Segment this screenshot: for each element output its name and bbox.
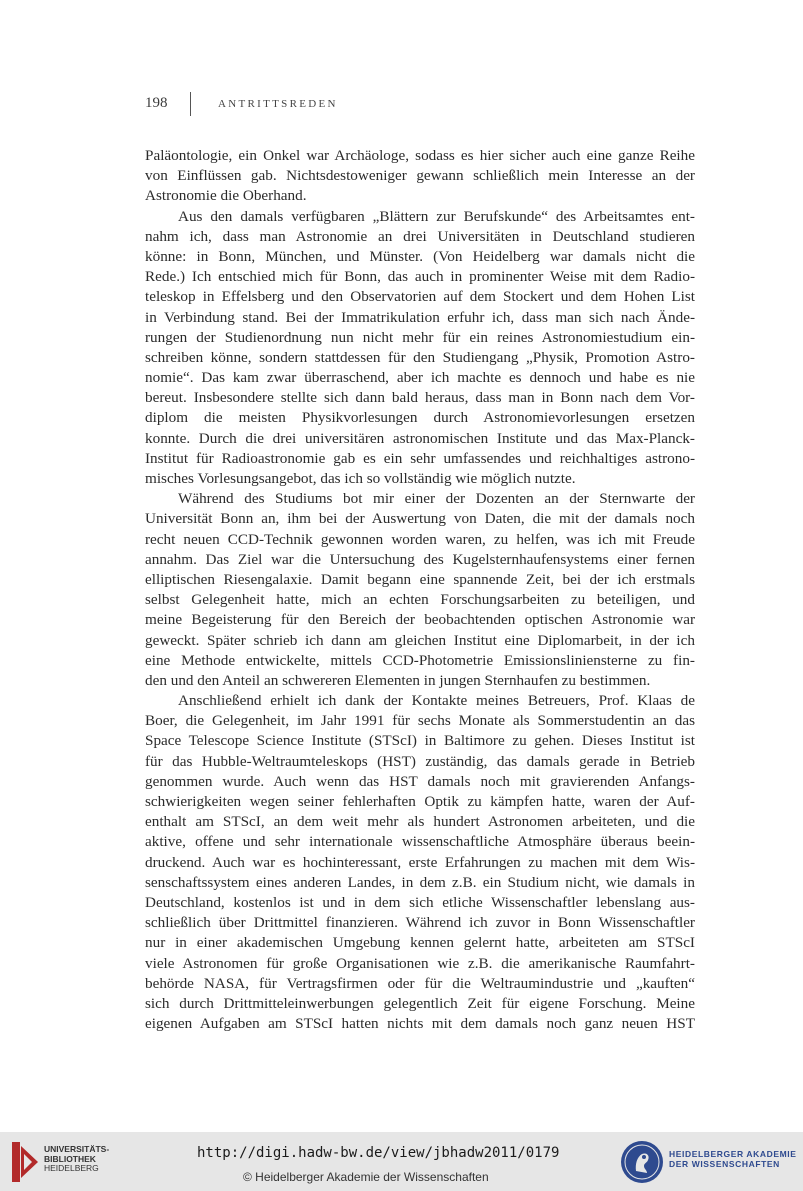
text-line: von Einflüssen gab. Nichtsdestoweniger gewann schließlich mein Interesse an der [145,167,695,185]
text-line: meine Begeisterung für den Bereich der beobachtenden optischen Astronomie war [145,611,695,629]
text-line: schreiben könne, sondern stattdessen für den Studiengang „Physik, Promotion Astro- [145,348,695,366]
text-line: enthalt am STScI, an dem weit mehr als hundert Astronomen arbeiteten, und die [145,813,695,831]
university-library-name [44,1145,109,1174]
library-name-line-3: HEIDELBERG [44,1163,99,1173]
library-name-line-2: BIBLIOTHEK [44,1153,96,1164]
text-line: eigenen Aufgaben am STScI hatten nichts mit dem damals noch ganz neuen HST [145,1015,695,1033]
running-head: ANTRITTSREDEN [218,98,338,110]
library-name-line-1: UNIVERSITÄTS- [44,1144,110,1154]
text-line: schließlich über Drittmittel finanzieren. Während ich zuvor in Bonn Wissenschaftler [145,914,695,932]
text-line: rungen der Studienordnung nun nicht mehr für ein reines Astronomiestudium ein- [145,328,695,346]
body-text [145,146,695,1034]
text-line: könne: in Bonn, München, und Münster. (Von Heidelberg war damals nicht die [145,247,695,265]
text-line: aktive, offene und sehr internationale wissenschaftliche Atmosphäre überaus beein- [145,833,695,851]
text-line: nomie“. Das kam zwar überraschend, aber ich machte es dennoch und habe es nie [145,369,695,387]
text-line: teleskop in Effelsberg und den Observatorien auf dem Stockert und dem Hohen List [145,288,695,306]
text-line: senschaftssystem eines anderen Landes, in dem z.B. ein Studium nicht, wie damals in [145,873,695,891]
text-line: elliptischen Riesengalaxie. Damit begann eine spannende Zeit, bei der ich erstmals [145,570,695,588]
text-line: Institut für Radioastronomie gab es ein sehr umfassendes und reichhaltiges astrono- [145,449,695,467]
footer-bar [0,1132,803,1191]
copyright-notice: © Heidelberger Akademie der Wissenschaften [243,1170,489,1184]
text-line: eine Methode entwickelte, mittels CCD-Photometrie Emissionsliniensterne zu fin- [145,651,695,669]
header-divider [190,92,191,116]
permalink-url[interactable]: http://digi.hadw-bw.de/view/jbhadw2011/0179 [197,1145,560,1161]
academy-seal-icon [620,1140,664,1184]
text-line: Boer, die Gelegenheit, im Jahr 1991 für sechs Monate als Sommerstudentin an das [145,712,695,730]
text-line: Während des Studiums bot mir einer der Dozenten an der Sternwarte der [178,490,695,508]
text-line: Aus den damals verfügbaren „Blättern zur Berufskunde“ des Arbeitsamtes ent- [178,207,695,225]
academy-name-line-2: DER WISSENSCHAFTEN [669,1159,780,1169]
text-line: druckend. Auch war es hochinteressant, erste Erfahrungen zu machen mit dem Wis- [145,853,695,871]
text-line: bereut. Insbesondere stellte sich dann bald heraus, dass man in Bonn nach dem Vor- [145,389,695,407]
academy-name-line-1: HEIDELBERGER AKADEMIE [669,1149,797,1159]
text-line: Deutschland, kostenlos ist und in dem sich etliche Wissenschaftler lebenslang aus- [145,893,695,911]
text-line: konnte. Durch die drei universitären astronomischen Institute und das Max-Planck- [145,429,695,447]
academy-name [669,1149,797,1169]
text-line: misches Vorlesungsangebot, das ich so vollständig wie möglich nutzte. [145,470,576,487]
text-line: Space Telescope Science Institute (STScI) in Baltimore zu gehen. Dieses Institut ist [145,732,695,750]
text-line: in Verbindung stand. Bei der Immatrikulation erfuhr ich, dass man sich nach Ände- [145,308,695,326]
text-line: Universität Bonn an, ihm bei der Auswertung von Daten, die mit der damals noch [145,510,695,528]
university-library-logo-icon [12,1142,38,1182]
text-line: Astronomie die Oberhand. [145,187,307,205]
text-line: sich durch Drittmitteleinwerbungen gelegentlich Zeit für eigene Forschung. Meine [145,994,695,1012]
text-line: nur in einer akademischen Umgebung kennen gelernt hatte, arbeiteten am STScI [145,934,695,952]
text-line: behörde NASA, für Vertragsfirmen oder für die Weltraumindustrie und „kauften“ [145,974,695,992]
text-line: schwierigkeiten wegen seiner fehlerhaften Optik zu kämpfen hatte, waren der Auf- [145,793,695,810]
text-line: für das Hubble-Weltraumteleskops (HST) zuständig, das damals gerade in Betrieb [145,752,695,770]
text-line: recht neuen CCD-Technik gewonnen worden waren, zu helfen, was ich mit Freude [145,530,695,548]
text-line: annahm. Das Ziel war die Untersuchung des Kugelsternhaufensystems einer fernen [145,550,695,568]
page-number: 198 [145,95,168,111]
text-line: diplom die meisten Physikvorlesungen durch Astronomievorlesungen ersetzen [145,409,695,427]
text-line: geweckt. Später schrieb ich dann am gleichen Institut eine Diplomarbeit, in der ich [145,631,695,649]
text-line: Rede.) Ich entschied mich für Bonn, das auch in prominenter Weise mit dem Radio- [145,268,695,286]
text-line: viele Astronomen für große Organisationen wie z.B. die amerikanische Raumfahrt- [145,954,695,972]
text-line: den und den Anteil an schwereren Elementen in jungen Sternhaufen zu bestimmen. [145,671,651,689]
text-line: selbst Gelegenheit hatte, mich an echten Forschungsarbeiten zu beteiligen, und [145,591,695,609]
text-line: Anschließend erhielt ich dank der Kontakte meines Betreuers, Prof. Klaas de [178,692,695,710]
text-line: genommen wurde. Auch wenn das HST damals noch mit gravierenden Anfangs- [145,772,695,790]
text-line: nahm ich, dass man Astronomie an drei Universitäten in Deutschland studieren [145,227,695,245]
text-line: Paläontologie, ein Onkel war Archäologe, sodass es hier sicher auch eine ganze Reihe [145,147,695,164]
